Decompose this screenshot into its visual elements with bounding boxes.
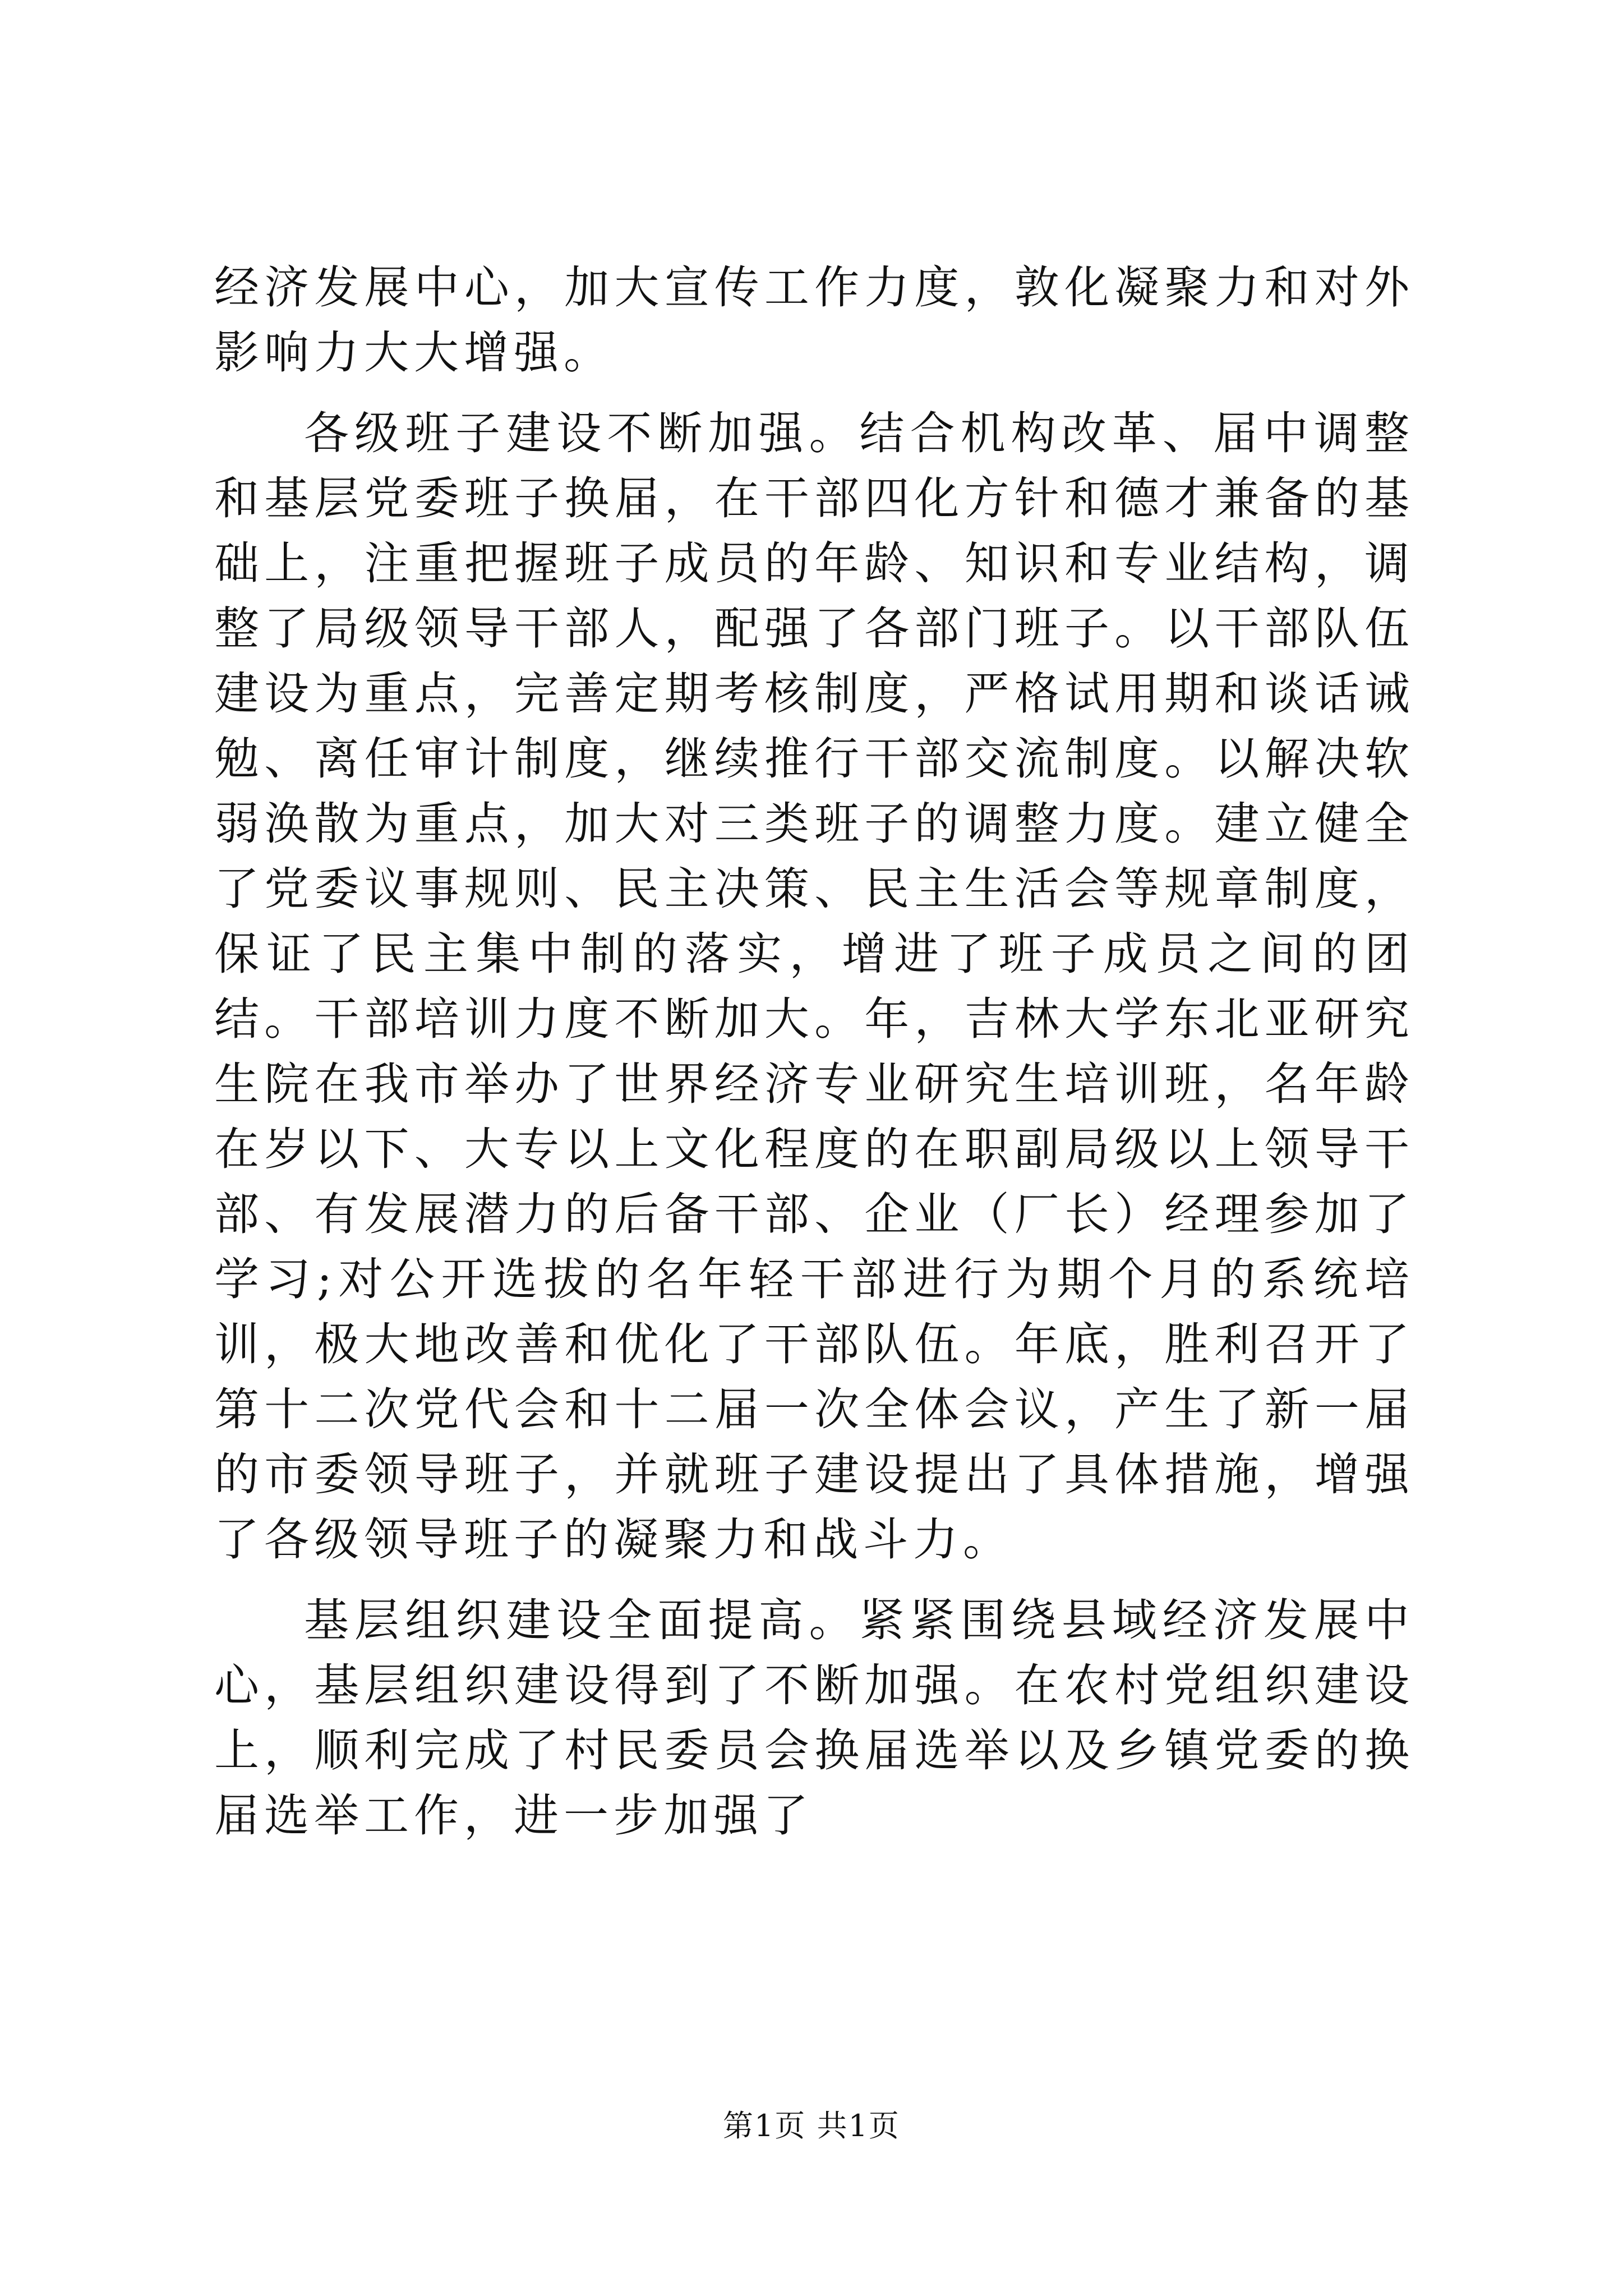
document-body	[214, 255, 1414, 1848]
page-number-footer: 第1页 共1页	[723, 2108, 900, 2143]
paragraph-grassroots-organization: 基层组织建设全面提高。紧紧围绕县域经济发展中心，基层组织建设得到了不断加强。在农村党组织建设上，顺利完成了村民委员会换届选举以及乡镇党委的换届选举工作，进一步加强了	[214, 1594, 1414, 1842]
paragraph-continuation: 经济发展中心，加大宣传工作力度，敦化凝聚力和对外影响力大大增强。	[214, 261, 1414, 379]
paragraph-leadership-building: 各级班子建设不断加强。结合机构改革、届中调整和基层党委班子换届，在干部四化方针和德才兼备的基础上，注重把握班子成员的年龄、知识和专业结构，调整了局级领导干部人，配强了各部门班子。以干部队伍建设为重点，完善定期考核制度，严格试用期和谈话诫勉、离任审计制度，继续推行干部交流制度。以解决软弱涣散为重点，加大对三类班子的调整力度。建立健全了党委议事规则、民主决策、民主生活会等规章制度，保证了民主集中制的落实，增进了班子成员之间的团结。干部培训力度不断加大。年，吉林大学东北亚研究生院在我市举办了世界经济专业研究生培训班，名年龄在岁以下、大专以上文化程度的在职副局级以上领导干部、有发展潜力的后备干部、企业（厂长）经理参加了学习;对公开选拔的名年轻干部进行为期个月的系统培训，极大地改善和优化了干部队伍。年底，胜利召开了第十二次党代会和十二届一次全体会议，产生了新一届的市委领导班子，并就班子建设提出了具体措施，增强了各级领导班子的凝聚力和战斗力。	[214, 407, 1414, 1566]
